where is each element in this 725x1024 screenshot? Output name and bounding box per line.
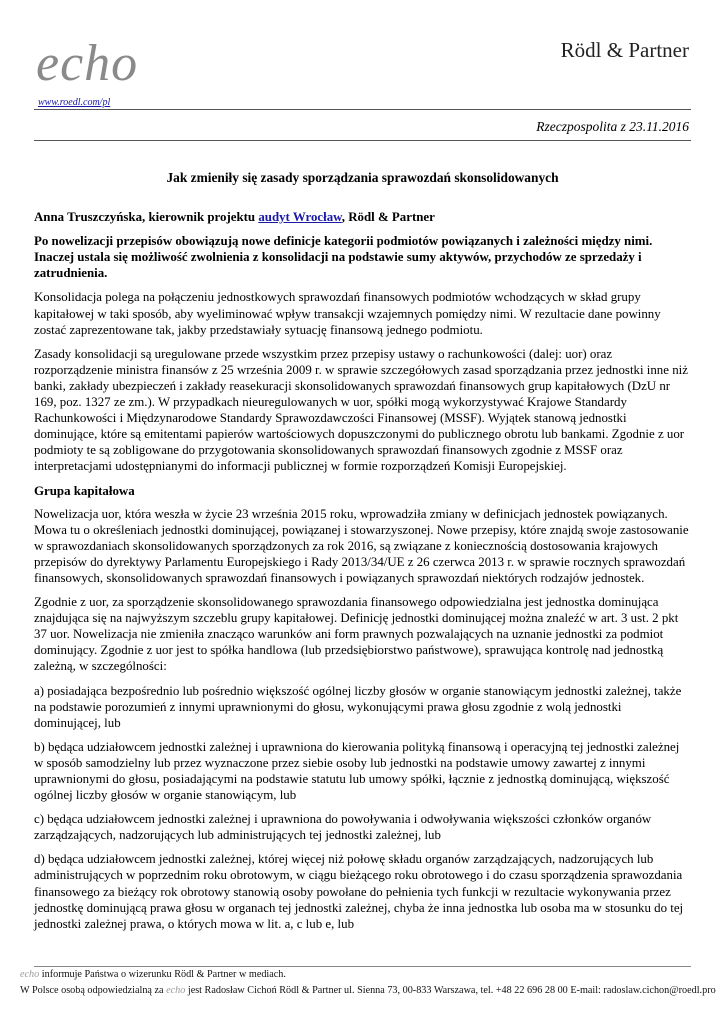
author-role-link[interactable]: audyt Wrocław bbox=[258, 210, 342, 225]
page-footer bbox=[20, 968, 716, 997]
footer-contact-prefix: W Polsce osobą odpowiedzialną za bbox=[20, 985, 167, 996]
footer-echo-word: echo bbox=[166, 985, 186, 996]
paragraph: Nowelizacja uor, która weszła w życie 23 września 2015 roku, wprowadziła zmiany w definicjach jednostek powiązanych. Mowa tu o określeniach jednostki dominującej, powiązanej i stowarzyszonej. Nowe przepisy, które znajdą swoje zastosowanie w sprawozdaniach skonsolidowanych sporządzonych za rok 2016, są związane z koniecznością dostosowania krajowych przepisów do dyrektywy Parlamentu Europejskiego i Rady 2013/34/UE z 26 czerwca 2013 r. w sprawie rocznych sprawozdań finansowych, skonsolidowanych sprawozdań finansowych i powiązanych sprawozdań niektórych rodzajów jednostek. bbox=[34, 506, 689, 585]
footer-divider bbox=[34, 966, 691, 967]
section-heading: Grupa kapitałowa bbox=[34, 483, 135, 498]
list-item: c) będąca udziałowcem jednostki zależnej i uprawniona do powoływania i odwoływania większości członków organów zarządzających, nadzorujących lub administrujących tej jednostki zależnej, lub bbox=[34, 812, 652, 843]
footer-line-2 bbox=[20, 984, 716, 997]
list-item: a) posiadająca bezpośrednio lub pośrednio większość ogólnej liczby głosów w organie stanowiącym jednostki zależnej, także na podstawie porozumień z innymi uprawnionymi do głosu, wykonującymi prawa głosu zgodnie z wolą jednostki dominującej, lub bbox=[34, 683, 682, 730]
article-body bbox=[34, 170, 691, 940]
source-date: Rzeczpospolita z 23.11.2016 bbox=[536, 119, 689, 134]
paragraph: Zasady konsolidacji są uregulowane przede wszystkim przez przepisy ustawy o rachunkowości (dalej: uor) oraz rozporządzenie ministra finansów z 25 września 2009 r. w sprawie szczegółowych zasad sporządzania przez jednostki inne niż banki, zakłady ubezpieczeń i zakłady reasekuracji skonsolidowanych sprawozdań finansowych grup kapitałowych (DzU nr 169, poz. 1327 ze zm.). W przypadkach nieuregulowanych w uor, spółki mogą wykorzystywać Krajowe Standardy Rachunkowości i Międzynarodowe Standardy Sprawozdawczości Finansowej (MSSF). Wyjątek stanową jednostki dominujące, które są emitentami papierów wartościowych dopuszczonymi do publicznego obrotu lub bankami. Zgodnie z uor podmioty te są zobligowane do przygotowania skonsolidowanych sprawozdań finansowych zgodnie z MSSF oraz interpretacjami udostępnianymi do informacji publicznej w formie rozporządzeń Komisji Europejskiej. bbox=[34, 346, 688, 474]
echo-logo: echo bbox=[36, 35, 139, 92]
brand-url-link[interactable]: www.roedl.com/pl bbox=[38, 97, 111, 108]
footer-info-text: informuje Państwa o wizerunku Rödl & Partner w mediach. bbox=[39, 969, 286, 980]
header-divider bbox=[34, 109, 691, 110]
footer-echo-word: echo bbox=[20, 969, 40, 980]
article-lead: Po nowelizacji przepisów obowiązują nowe definicje kategorii podmiotów powiązanych i zależności między nimi. Inaczej ustala się możliwość zwolnienia z konsolidacji na podstawie sumy aktywów, przychodów ze sprzedaży i zatrudnienia. bbox=[34, 234, 653, 281]
footer-contact-text: jest Radosław Cichoń Rödl & Partner ul. Sienna 73, 00-833 Warszawa, tel. +48 22 696 28 00 E-mail: radoslaw.cichon@roedl.pro bbox=[185, 985, 716, 996]
header-divider-lower bbox=[34, 140, 691, 141]
author-line bbox=[34, 209, 691, 225]
firm-name: Rödl & Partner bbox=[560, 38, 689, 62]
paragraph: Konsolidacja polega na połączeniu jednostkowych sprawozdań finansowych podmiotów wchodzących w skład grupy kapitałowej w taki sposób, aby wyeliminować wpływ transakcji wzajemnych pomiędzy nimi. W rezultacie dane powinny zostać zaprezentowane tak, jakby przedstawiały sytuację finansową jednego podmiotu. bbox=[34, 290, 661, 337]
footer-line-1 bbox=[20, 968, 710, 981]
article-title: Jak zmieniły się zasady sporządzania sprawozdań skonsolidowanych bbox=[166, 170, 559, 185]
list-item: d) będąca udziałowcem jednostki zależnej, której więcej niż połowę składu organów zarządzających, nadzorujących lub administrujących w poprzednim roku obrotowym, w ciągu bieżącego roku obrotowego i do czasu sporządzenia sprawozdania finansowego za bieżący rok obrotowy stanowią osoby powołane do pełnienia tych funkcji w rezultacie wykonywania przez jednostkę dominującą prawa głosu w organach tej jednostki zależnej, chyba że inna jednostka lub osoba ma w stosunku do tej jednostki zależnej prawa, o których mowa w lit. a, c lub e, lub bbox=[34, 852, 684, 931]
author-name: Anna Truszczyńska, kierownik projektu bbox=[34, 210, 259, 225]
paragraph: Zgodnie z uor, za sporządzenie skonsolidowanego sprawozdania finansowego odpowiedzialna jest jednostka dominująca znajdująca się na najwyższym szczeblu grupy kapitałowej. Definicję jednostki dominującej można znaleźć w art. 3 ust. 2 pkt 37 uor. Nowelizacja nie zmieniła znacząco warunków ani form prawnych pozwalających na uznanie jednostki za podmiot dominujący. Zgodnie z uor jest to spółka handlowa (lub przedsiębiorstwo państwowe), sprawująca kontrolę nad jednostką zależną, w szczególności: bbox=[34, 595, 679, 674]
author-firm: , Rödl & Partner bbox=[341, 210, 435, 225]
list-item: b) będąca udziałowcem jednostki zależnej i uprawniona do kierowania polityką finansową i operacyjną tej jednostki zależnej w sposób samodzielny lub przez wyznaczone przez siebie osoby lub jednostki na podstawie umowy zawartej z innymi uprawnionymi do głosu, posiadającymi na podstawie statutu lub umowy spółki, łącznie z jednostką dominującą, większość ogólnej liczby głosów w organie stanowiącym, lub bbox=[34, 739, 680, 803]
